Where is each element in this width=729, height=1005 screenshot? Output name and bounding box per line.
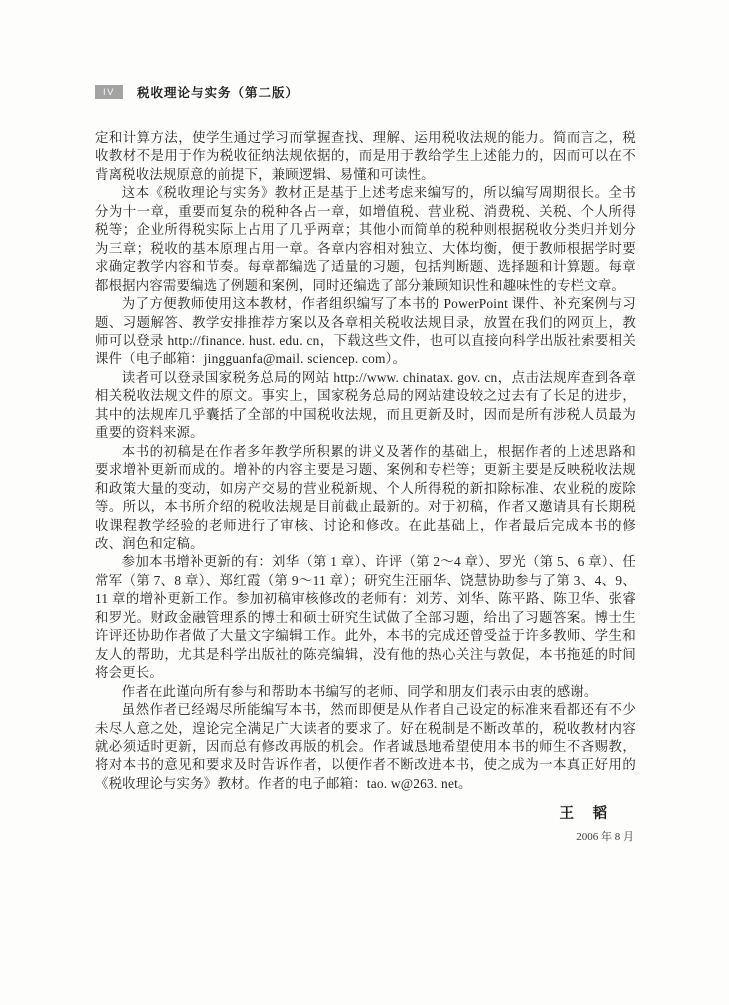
body-paragraph: 本书的初稿是在作者多年教学所积累的讲义及著作的基础上，根据作者的上述思路和要求增补更新而成的。增补的内容主要是习题、案例和专栏等；更新主要是反映税收法规和政策大量的变动，如房产交易的营业税新规、个人所得税的新扣除标准、农业税的废除等。所以，本书所介绍的税收法规是目前截止最新的。对于初稿，作者又邀请具有长期税收课程教学经验的老师进行了审核、讨论和修改。在此基础上，作者最后完成本书的修改、润色和定稿。 xyxy=(95,443,636,551)
body-paragraph: 读者可以登录国家税务总局的网站 http://www. chinatax. gov. cn，点击法规库查到各章相关税收法规文件的原文。事实上，国家税务总局的网站建设较之过去有了长足的进步，其中的法规库几乎囊括了全部的中国税收法规，而且更新及时，因而是所有涉税人员最为重要的资料来源。 xyxy=(95,369,636,441)
page-header xyxy=(95,83,636,101)
author-signature: 王 韬 xyxy=(559,806,609,823)
book-page xyxy=(95,83,636,844)
publication-date: 2006 年 8 月 xyxy=(576,831,634,844)
body-paragraph: 为了方便教师使用这本教材，作者组织编写了本书的 PowerPoint 课件、补充案例与习题、习题解答、教学安排推荐方案以及各章相关税收法规目录，放置在我们的网页上，教师可以登录 http://finance. hust. edu. cn，下载这些文件，也可以直接向科学出版社索要相关课件（电子邮箱：jingguanfa@mail. sciencep. com）。 xyxy=(95,296,636,367)
body-paragraph: 作者在此谨向所有参与和帮助本书编写的老师、同学和朋友们表示由衷的感谢。 xyxy=(121,683,598,699)
body-paragraph: 定和计算方法，使学生通过学习而掌握查找、理解、运用税收法规的能力。简而言之，税收教材不是用于作为税收征纳法规依据的，而是用于教给学生上述能力的，因而可以在不背离税收法规原意的前提下，兼顾逻辑、易懂和可读性。 xyxy=(95,130,636,182)
page-number-badge: IV xyxy=(95,85,123,99)
body-paragraph: 这本《税收理论与实务》教材正是基于上述考虑来编写的，所以编写周期很长。全书分为十一章，重要而复杂的税种各占一章，如增值税、营业税、消费税、关税、个人所得税等；企业所得税实际上占用了几乎两章；其他小而简单的税种则根据税收分类归并划分为三章；税收的基本原理占用一章。各章内容相对独立、大体均衡，便于教师根据学时要求确定教学内容和节奏。每章都编选了适量的习题，包括判断题、选择题和计算题。每章都根据内容需要编选了例题和案例，同时还编选了部分兼顾知识性和趣味性的专栏文章。 xyxy=(95,185,636,293)
body-paragraph: 参加本书增补更新的有：刘华（第 1 章）、许评（第 2～4 章）、罗光（第 5、6 章）、任常军（第 7、8 章）、郑红霞（第 9～11 章）；研究生汪丽华、饶慧协助参与了第 3、4、9、11 章的增补更新工作。参加初稿审核修改的老师有：刘芳、刘华、陈平路、陈卫华、张睿和罗光。财政金融管理系的博士和硕士研究生试做了全部习题，给出了习题答案。博士生许评还协助作者做了大量文字编辑工作。此外，本书的完成还曾受益于许多教师、学生和友人的帮助，尤其是科学出版社的陈亮编辑，没有他的热心关注与敦促，本书拖延的时间将会更长。 xyxy=(95,554,636,681)
body-paragraph: 虽然作者已经竭尽所能编写本书，然而即便是从作者自己设定的标准来看都还有不少未尽人意之处，遑论完全满足广大读者的要求了。好在税制是不断改革的，税收教材内容就必须适时更新，因而总有修改再版的机会。作者诚恳地希望使用本书的师生不吝赐教，将对本书的意见和要求及时告诉作者，以便作者不断改进本书，使之成为一本真正好用的《税收理论与实务》教材。作者的电子邮箱：tao. w@263. net。 xyxy=(95,702,636,791)
preface-body xyxy=(95,129,636,793)
running-title: 税收理论与实务（第二版） xyxy=(137,86,300,100)
